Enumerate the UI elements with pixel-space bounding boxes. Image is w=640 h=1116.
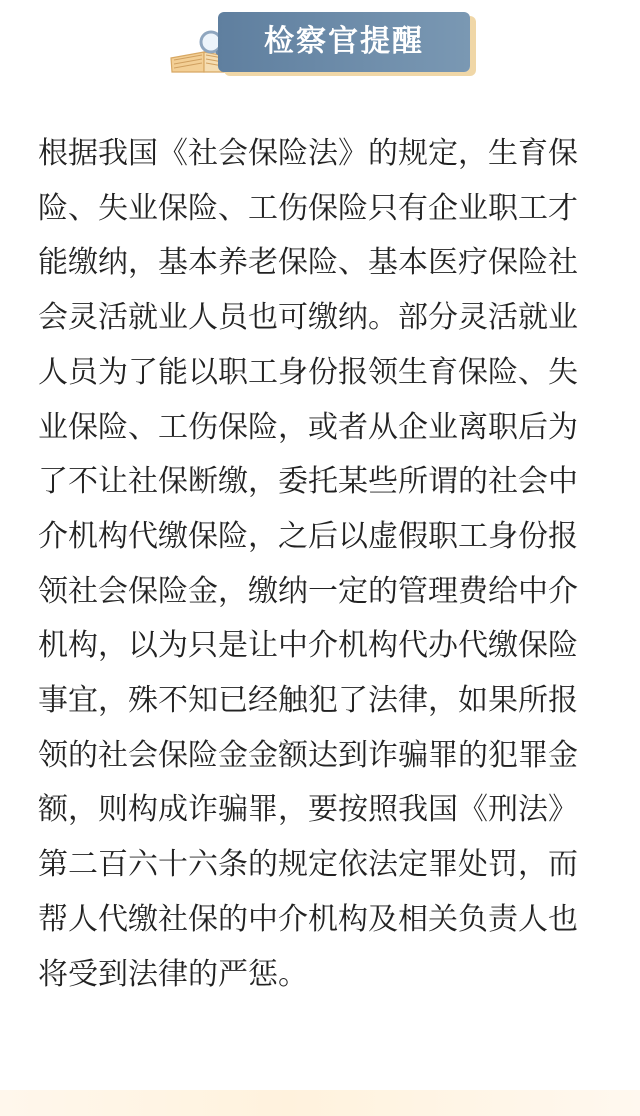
bottom-decorative-strip [0,1090,640,1116]
banner-title: 检察官提醒 [264,24,424,59]
title-banner [218,12,470,72]
header [0,0,640,90]
article-text: 根据我国《社会保险法》的规定，生育保 险、失业保险、工伤保险只有企业职工才 能缴纳，基本养老保险、基本医疗保险社 会灵活就业人员也可缴纳。部分灵活就业 人员为了能以职工身份报领生育保险、失 业保险、工伤保险，或者从企业离职后为 了不让社保断缴，委托某些所谓的社会中 介机构代缴保险，之后以虚假职工身份报 领社会保险金，缴纳一定的管理费给中介 机构，以为只是让中介机构代办代缴保险 事宜，殊不知已经触犯了法律，如果所报 领的社会保险金金额达到诈骗罪的犯罪金 额，则构成诈骗罪，要按照我国《刑法》 第二百六十六条的规定依法定罪处罚，而 帮人代缴社保的中介机构及相关负责人也 将受到法律的严惩。 [38,136,578,992]
